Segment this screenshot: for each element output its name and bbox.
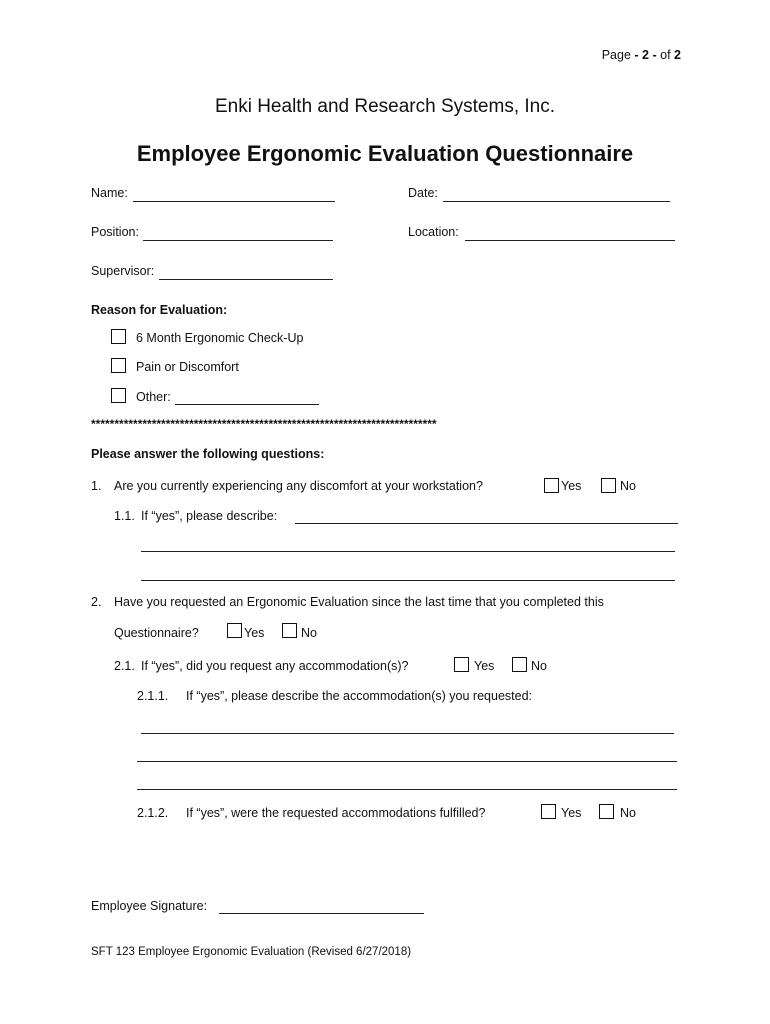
q2-1-1-text: If “yes”, please describe the accommodation(s) you requested: — [186, 689, 533, 703]
q2-text-line2: Questionnaire? — [114, 626, 199, 640]
company-name: Enki Health and Research Systems, Inc. — [214, 96, 556, 117]
reason-heading: Reason for Evaluation: — [91, 303, 228, 317]
position-field[interactable] — [143, 240, 333, 241]
q2-yes-label: Yes — [244, 626, 265, 640]
q2-1-2-number: 2.1.2. — [137, 806, 169, 820]
position-label: Position: — [91, 225, 139, 239]
q2-1-1-answer-line-1[interactable] — [141, 733, 674, 734]
q2-1-1-number: 2.1.1. — [137, 689, 169, 703]
checkup-checkbox[interactable] — [111, 329, 126, 344]
q2-yes-checkbox[interactable] — [227, 623, 242, 638]
q2-1-text: If “yes”, did you request any accommodation(s)? — [141, 659, 409, 673]
date-field[interactable] — [443, 201, 670, 202]
other-label: Other: — [136, 390, 171, 404]
q2-1-yes-label: Yes — [474, 659, 495, 673]
q1-yes-checkbox[interactable] — [544, 478, 559, 493]
q2-1-2-yes-label: Yes — [561, 806, 582, 820]
q1-1-number: 1.1. — [114, 509, 135, 523]
q2-no-checkbox[interactable] — [282, 623, 297, 638]
q2-1-no-label: No — [531, 659, 547, 673]
pain-checkbox[interactable] — [111, 358, 126, 373]
q2-1-2-no-label: No — [620, 806, 636, 820]
q2-1-2-no-checkbox[interactable] — [599, 804, 614, 819]
other-checkbox[interactable] — [111, 388, 126, 403]
q1-no-label: No — [620, 479, 636, 493]
q1-1-text: If “yes”, please describe: — [141, 509, 278, 523]
signature-label: Employee Signature: — [91, 899, 208, 913]
location-field[interactable] — [465, 240, 675, 241]
name-label: Name: — [91, 186, 128, 200]
name-field[interactable] — [133, 201, 335, 202]
q1-text: Are you currently experiencing any discomfort at your workstation? — [114, 479, 483, 493]
checkup-label: 6 Month Ergonomic Check-Up — [136, 331, 304, 345]
pain-label: Pain or Discomfort — [136, 360, 239, 374]
page-prefix: Page — [601, 48, 631, 62]
signature-field[interactable] — [219, 913, 424, 914]
questions-heading: Please answer the following questions: — [91, 447, 325, 461]
page-current: - 2 - — [634, 48, 657, 62]
other-field[interactable] — [175, 404, 319, 405]
q2-1-number: 2.1. — [114, 659, 135, 673]
page-of: of — [660, 48, 671, 62]
q2-1-2-text: If “yes”, were the requested accommodations fulfilled? — [186, 806, 486, 820]
page-title: Employee Ergonomic Evaluation Questionnaire — [136, 141, 634, 166]
q2-1-no-checkbox[interactable] — [512, 657, 527, 672]
q2-1-1-answer-line-2[interactable] — [137, 761, 677, 762]
supervisor-label: Supervisor: — [91, 264, 155, 278]
q1-1-answer-line-1[interactable] — [295, 523, 678, 524]
q1-number: 1. — [91, 479, 102, 493]
footer-text: SFT 123 Employee Ergonomic Evaluation (Revised 6/27/2018) — [91, 946, 412, 958]
q1-no-checkbox[interactable] — [601, 478, 616, 493]
q2-text-line1: Have you requested an Ergonomic Evaluation since the last time that you completed this — [114, 595, 604, 609]
q2-no-label: No — [301, 626, 317, 640]
date-label: Date: — [408, 186, 438, 200]
q2-1-1-answer-line-3[interactable] — [137, 789, 677, 790]
separator: ************************************************************************** — [91, 417, 437, 431]
page-total: 2 — [674, 48, 681, 62]
q2-1-2-yes-checkbox[interactable] — [541, 804, 556, 819]
page-number — [602, 48, 681, 62]
q2-1-yes-checkbox[interactable] — [454, 657, 469, 672]
q2-number: 2. — [91, 595, 102, 609]
location-label: Location: — [408, 225, 459, 239]
q1-1-answer-line-3[interactable] — [141, 580, 675, 581]
q1-1-answer-line-2[interactable] — [141, 551, 675, 552]
q1-yes-label: Yes — [561, 479, 582, 493]
supervisor-field[interactable] — [159, 279, 333, 280]
